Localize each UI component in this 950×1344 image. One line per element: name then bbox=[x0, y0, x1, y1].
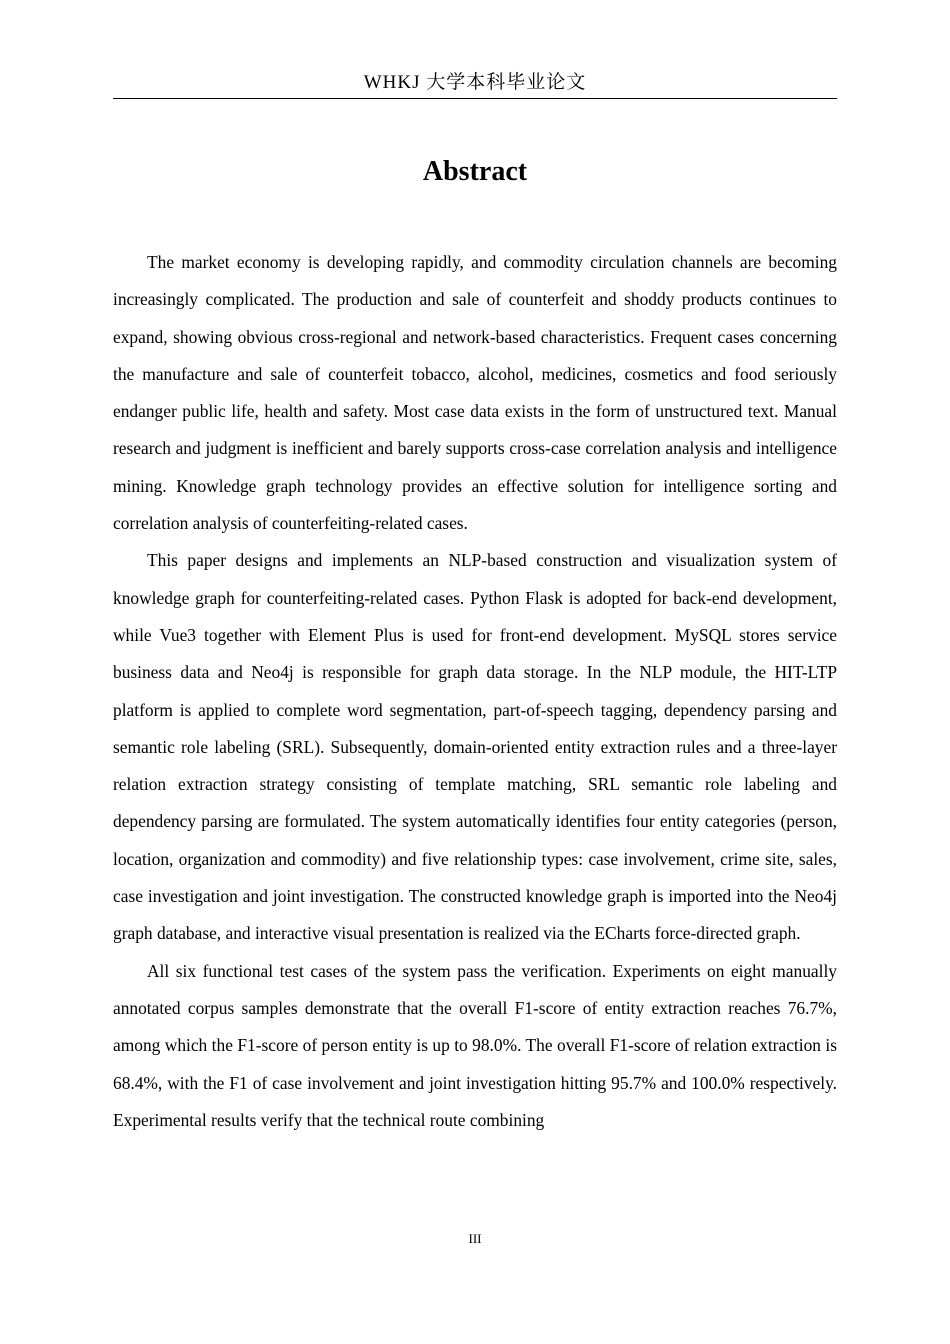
running-header: WHKJ 大学本科毕业论文 bbox=[363, 72, 587, 93]
abstract-title: Abstract bbox=[422, 156, 528, 187]
page-number: III bbox=[468, 1231, 482, 1246]
paragraph-3: All six functional test cases of the system pass the verification. Experiments on eight manually annotated corpus samples demonstrate that the overall F1-score of entity extraction reaches 76.7%, among which the F1-score of person entity is up to 98.0%. The overall F1-score of relation extraction is 68.4%, with the F1 of case involvement and joint investigation hitting 95.7% and 100.0% respectively. Experimental results verify that the technical route combining bbox=[113, 960, 837, 1130]
paragraph-1: The market economy is developing rapidly, and commodity circulation channels are becoming increasingly complicated. The production and sale of counterfeit and shoddy products continues to expand, showing obvious cross-regional and network-based characteristics. Frequent cases concerning the manufacture and sale of counterfeit tobacco, alcohol, medicines, cosmetics and food seriously endanger public life, health and safety. Most case data exists in the form of unstructured text. Manual research and judgment is inefficient and barely supports cross-case correlation analysis and intelligence mining. Knowledge graph technology provides an effective solution for intelligence sorting and correlation analysis of counterfeiting-related cases. bbox=[113, 252, 837, 534]
paragraph-2: This paper designs and implements an NLP-based construction and visualization system of knowledge graph for counterfeiting-related cases. Python Flask is adopted for back-end development, while Vue3 together with Element Plus is used for front-end development. MySQL stores service business data and Neo4j is responsible for graph data storage. In the NLP module, the HIT-LTP platform is applied to complete word segmentation, part-of-speech tagging, dependency parsing and semantic role labeling (SRL). Subsequently, domain-oriented entity extraction rules and a three-layer relation extraction strategy consisting of template matching, SRL semantic role labeling and dependency parsing are formulated. The system automatically identifies four entity categories (person, location, organization and commodity) and five relationship types: case involvement, crime site, sales, case investigation and joint investigation. The constructed knowledge graph is imported into the Neo4j graph database, and interactive visual presentation is realized via the ECharts force-directed graph. bbox=[113, 550, 837, 944]
abstract-body bbox=[113, 244, 837, 1139]
header-rule bbox=[113, 98, 837, 99]
